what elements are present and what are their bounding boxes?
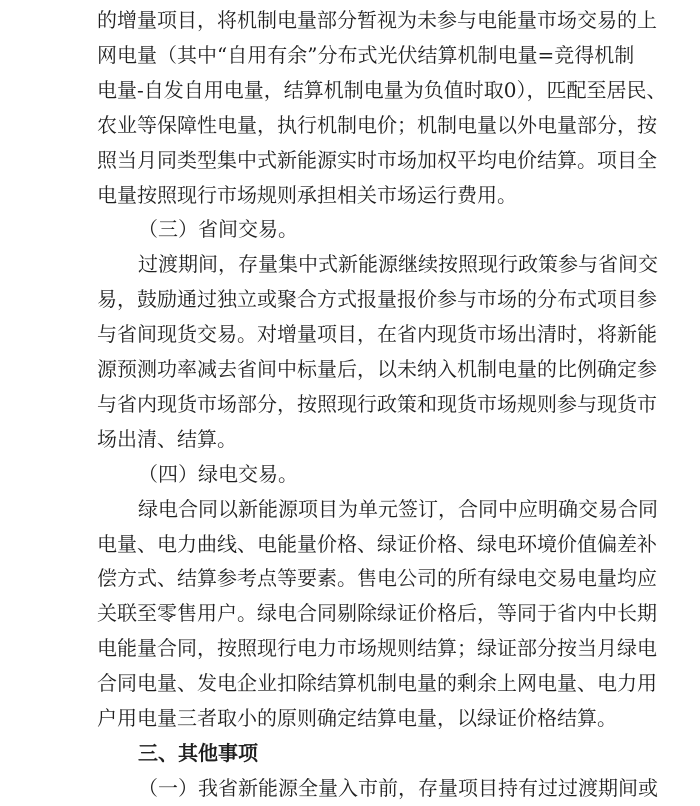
paragraph-line: 网电量（其中“自用有余”分布式光伏结算机制电量=竞得机制 [97, 42, 635, 67]
paragraph-line: 关联至零售用户。绿电合同剔除绿证价格后，等同于省内中长期 [97, 601, 657, 626]
paragraph-line: 源预测功率减去省间中标量后，以未纳入机制电量的比例确定参 [97, 357, 657, 381]
paragraph-line: 绿电合同以新能源项目为单元签订，合同中应明确交易合同 [138, 496, 658, 521]
paragraph-line: 易，鼓励通过独立或聚合方式报量报价参与市场的分布式项目参 [97, 287, 657, 312]
paragraph-line: 电量、电力曲线、电能量价格、绿证价格、绿电环境价值偏差补 [97, 531, 657, 556]
paragraph-line: 电能量合同，按照现行电力市场规则结算；绿证部分按当月绿电 [97, 636, 657, 661]
paragraph-line: 偿方式、结算参考点等要素。售电公司的所有绿电交易电量均应 [97, 566, 657, 591]
paragraph-line: 的增量项目，将机制电量部分暂视为未参与电能量市场交易的上 [97, 8, 657, 32]
paragraph-line: 与省间现货交易。对增量项目，在省内现货市场出清时，将新能 [97, 322, 657, 347]
paragraph-line: 电量-自发自用电量，结算机制电量为负值时取0），匹配至居民、 [97, 77, 667, 102]
section-heading-inter-provincial: （三）省间交易。 [138, 217, 298, 242]
paragraph-line: 过渡期间，存量集中式新能源继续按照现行政策参与省间交 [138, 252, 658, 277]
paragraph-line: 户用电量三者取小的原则确定结算电量，以绿证价格结算。 [97, 706, 617, 730]
chapter-heading-other-matters: 三、其他事项 [138, 740, 258, 765]
paragraph-line: 电量按照现行市场规则承担相关市场运行费用。 [97, 182, 517, 207]
paragraph-line: 照当月同类型集中式新能源实时市场加权平均电价结算。项目全 [97, 147, 657, 172]
paragraph-line: （一）我省新能源全量入市前，存量项目持有过过渡期间或 [138, 775, 658, 800]
paragraph-line: 场出清、结算。 [97, 426, 237, 451]
paragraph-line: 与省内现货市场部分，按照现行政策和现货市场规则参与现货市 [97, 391, 657, 416]
paragraph-line: 合同电量、发电企业扣除结算机制电量的剩余上网电量、电力用 [97, 671, 657, 696]
paragraph-line: 农业等保障性电量，执行机制电价；机制电量以外电量部分，按 [97, 112, 657, 137]
section-heading-green-power: （四）绿电交易。 [138, 461, 298, 486]
